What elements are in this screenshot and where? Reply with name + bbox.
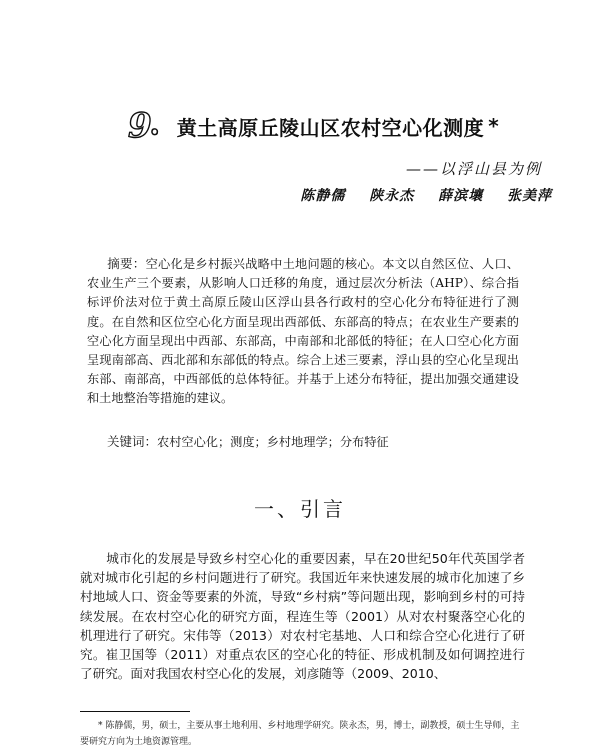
- body-paragraph: [80, 549, 525, 683]
- author-name: 陕永杰: [369, 188, 415, 204]
- author-list: [282, 185, 552, 205]
- section-heading: 一、引言: [254, 497, 346, 521]
- author-name: 薛滨壤: [438, 188, 484, 204]
- chapter-title-text: 黄土高原丘陵山区农村空心化测度: [176, 115, 485, 140]
- abstract-block: [87, 254, 519, 409]
- footnote: [80, 718, 525, 750]
- author-name: 陈静儒: [300, 188, 346, 204]
- footnote-text: * 陈静儒，男，硕士，主要从事土地利用、乡村地理学研究。陕永杰，男，博士，副教授，硕士生导师，主要研究方向为土地资源管理。: [80, 721, 520, 747]
- chapter-number: 9: [128, 106, 151, 146]
- footnote-marker: *: [488, 114, 499, 138]
- chapter-subtitle: ——以浮山县为例: [405, 160, 542, 178]
- body-paragraph-text: 城市化的发展是导致乡村空心化的重要因素，早在20世纪50年代英国学者就对城市化引起的乡村问题进行了研究。我国近年来快速发展的城市化加速了乡村地域人口、资金等要素的外流，导致“乡村病”等问题出现，影响到乡村的可持续发展。在农村空心化的研究方面，程连生等（2001）从对农村聚落空心化的机理进行了研究。宋伟等（2013）对农村宅基地、人口和综合空心化进行了研究。崔卫国等（2011）对重点农区的空心化的特征、形成机制及如何调控进行了研究。面对我国农村空心化的发展，刘彦随等（2009、2010、: [80, 551, 525, 682]
- keywords-label: 关键词：: [107, 434, 158, 449]
- abstract-text: 空心化是乡村振兴战略中土地问题的核心。本文以自然区位、人口、农业生产三个要素，从影响人口迁移的角度，通过层次分析法（AHP）、综合指标评价法对位于黄土高原丘陵山区浮山县各行政村的空心化分布特征进行了测度。在自然和区位空心化方面呈现出西部低、东部高的特点；在农业生产要素的空心化方面呈现出中西部、东部高，中南部和北部低的特征；在人口空心化方面呈现南部高、西北部和东部低的特点。综合上述三要素，浮山县的空心化呈现出东部、南部高，中西部低的总体特征。并基于上述分布特征，提出加强交通建设和土地整治等措施的建议。: [87, 257, 519, 406]
- chapter-number-dot: 。: [150, 113, 173, 139]
- author-name: 张美萍: [507, 188, 552, 204]
- keywords-block: [107, 432, 527, 450]
- abstract-label: 摘要：: [107, 256, 146, 271]
- keywords-text: 农村空心化；测度；乡村地理学；分布特征: [157, 435, 389, 449]
- footnote-divider: [80, 711, 190, 712]
- chapter-title: [128, 106, 568, 146]
